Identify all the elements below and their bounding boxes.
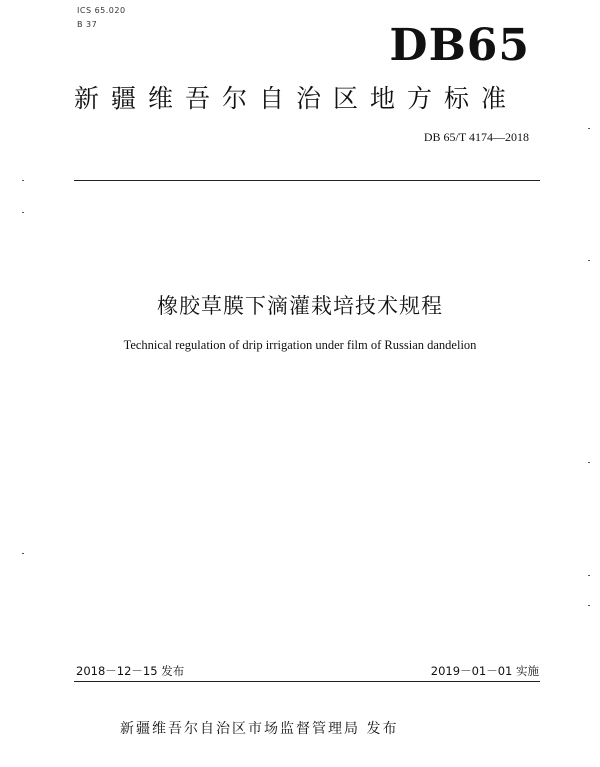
scan-mark — [588, 605, 590, 606]
ccs-code: B 37 — [77, 20, 98, 29]
footer-divider — [74, 681, 540, 682]
scan-mark — [588, 260, 590, 261]
db65-logo: DB65 — [389, 20, 530, 71]
implement-date: 2019－01－01 实施 — [430, 664, 539, 678]
chinese-title: 橡胶草膜下滴灌栽培技术规程 — [157, 294, 443, 318]
issuing-authority: 新疆维吾尔自治区市场监督管理局 发布 — [120, 721, 399, 737]
standard-number: DB 65/T 4174—2018 — [423, 130, 529, 144]
standard-type-heading: 新疆维吾尔自治区地方标准 — [74, 84, 519, 113]
scan-mark — [22, 212, 24, 213]
scan-mark — [22, 553, 24, 554]
scan-mark — [22, 180, 24, 181]
ics-code: ICS 65.020 — [77, 6, 126, 15]
scan-mark — [588, 128, 590, 129]
header-divider — [74, 180, 540, 181]
scan-mark — [588, 575, 590, 576]
publish-date: 2018－12－15 发布 — [76, 664, 185, 678]
scan-mark — [588, 462, 590, 463]
english-title: Technical regulation of drip irrigation under film of Russian dandelion — [123, 338, 477, 352]
